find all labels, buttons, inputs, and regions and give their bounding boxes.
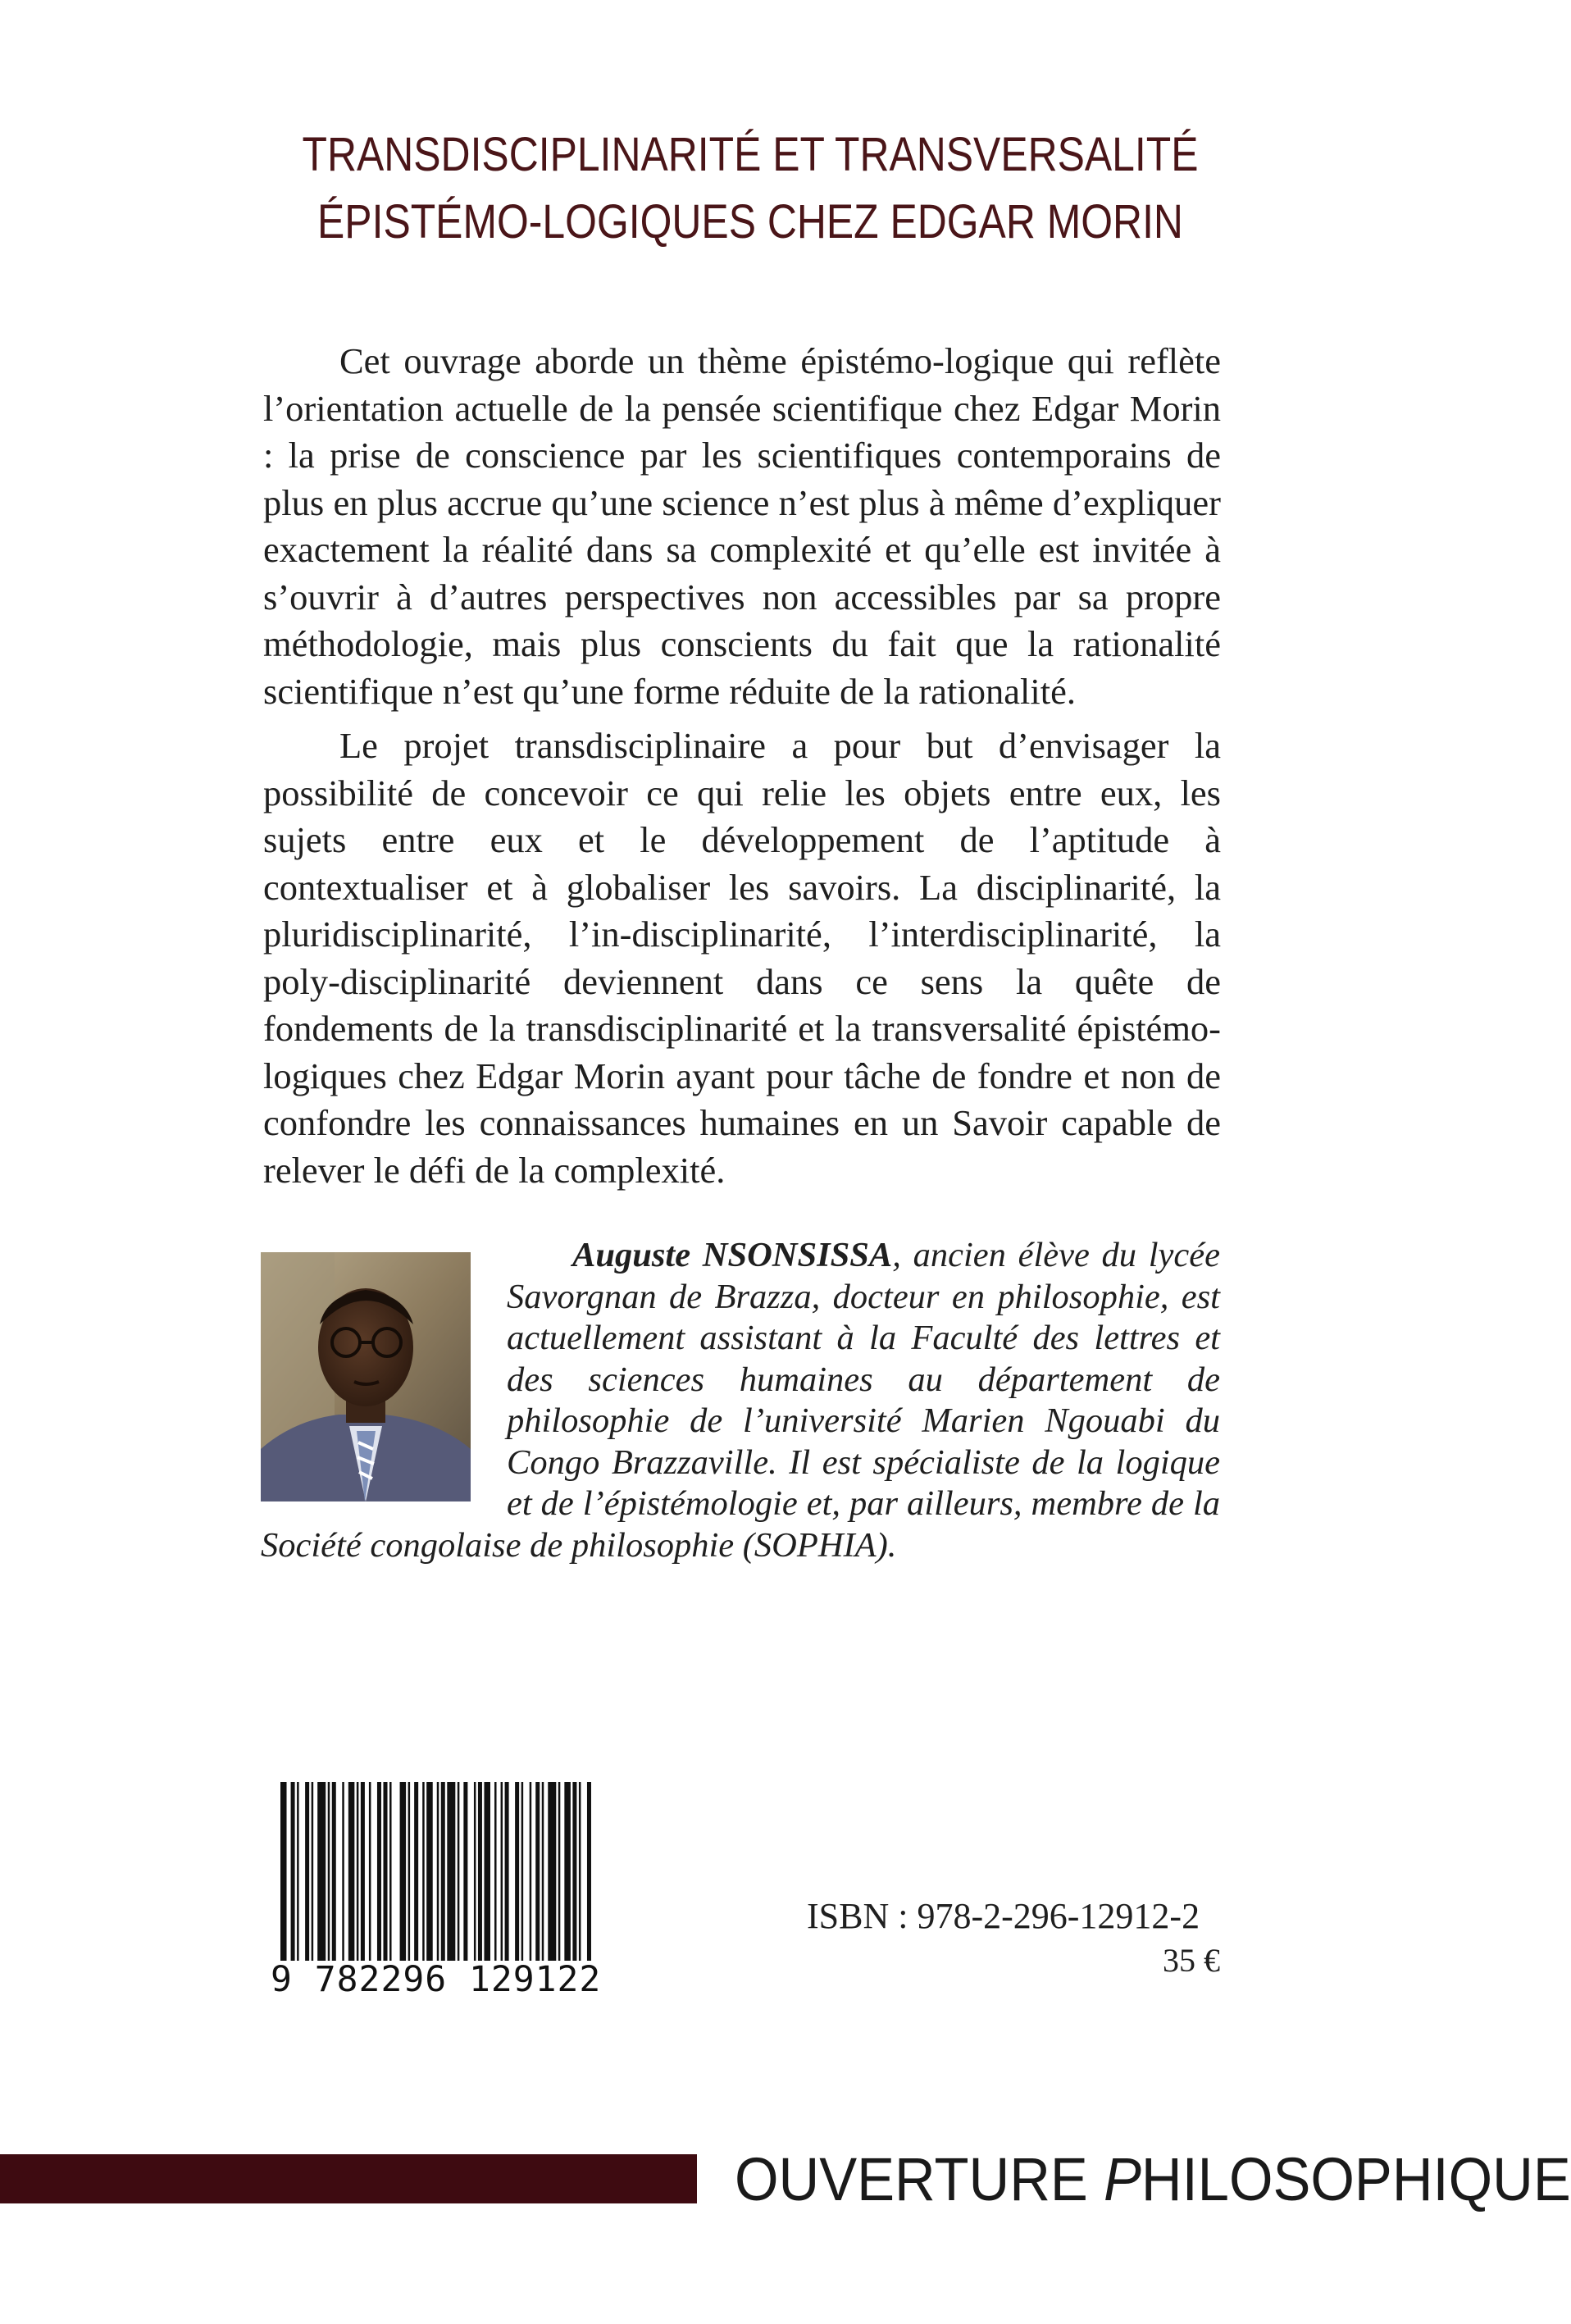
barcode — [271, 1782, 602, 2000]
author-bio — [261, 1235, 1220, 1566]
barcode-bar — [474, 1782, 476, 1961]
barcode-bar — [501, 1782, 503, 1961]
blurb-paragraph-1: Cet ouvrage aborde un thème épistémo-logique qui reflète l’orientation actuelle de la pensée scientifique chez Edgar Morin : la prise de conscience par les scientifiques contemporains de plus en plus accrue qu’une science n’est plus à même d’expliquer exactement la réalité dans sa complexité et qu’elle est invitée à s’ouvrir à d’autres perspectives non accessibles par sa propre méthodologie, mais plus conscients du fait que la rationalité scientifique n’est qu’une forme réduite de la rationalité. — [263, 340, 1221, 712]
barcode-bar — [494, 1782, 497, 1961]
book-title — [218, 121, 1283, 256]
series-suffix: HILOSOPHIQUE — [1141, 2145, 1571, 2213]
barcode-bar — [291, 1782, 295, 1961]
barcode-bar — [361, 1782, 365, 1961]
barcode-bars — [280, 1782, 595, 1961]
barcode-bar — [414, 1782, 418, 1961]
barcode-bar — [478, 1782, 482, 1961]
title-line-2: ÉPISTÉMO-LOGIQUES CHEZ EDGAR MORIN — [317, 195, 1183, 248]
photo-spacer — [261, 1235, 507, 1524]
barcode-bar — [357, 1782, 359, 1961]
barcode-bar — [441, 1782, 445, 1961]
barcode-bar — [505, 1782, 509, 1961]
barcode-bar — [312, 1782, 314, 1961]
barcode-bar — [587, 1782, 591, 1961]
barcode-bar — [463, 1782, 467, 1961]
barcode-bar — [458, 1782, 460, 1961]
barcode-bar — [348, 1782, 355, 1961]
barcode-bar — [558, 1782, 561, 1961]
barcode-bar — [422, 1782, 425, 1961]
barcode-bar — [530, 1782, 532, 1961]
barcode-bar — [383, 1782, 387, 1961]
price: 35 € — [1163, 1942, 1220, 1979]
barcode-bar — [572, 1782, 576, 1961]
barcode-bar — [332, 1782, 336, 1961]
barcode-bar — [408, 1782, 411, 1961]
series-italic-letter: P — [1103, 2145, 1141, 2213]
barcode-bar — [280, 1782, 287, 1961]
barcode-bar — [484, 1782, 490, 1961]
barcode-bar — [548, 1782, 556, 1961]
author-bio-text: , ancien élève du lycée Savorgnan de Brazza, docteur en philosophie, est actuellement assistant à la Faculté des lettres et des sciences humaines au département de philosophie de l’université Marien Ngouabi du Congo Brazzaville. Il est spécialiste de la logique et de l’épistémologie et, par ailleurs, membre de la Société congolaise de philosophie (SOPHIA). — [261, 1236, 1221, 1565]
series-band — [0, 2154, 697, 2203]
barcode-bar — [426, 1782, 433, 1961]
barcode-bar — [400, 1782, 407, 1961]
back-cover-blurb — [263, 338, 1221, 1201]
barcode-bar — [437, 1782, 439, 1961]
barcode-digits: 9 782296 129122 — [271, 1959, 602, 2000]
barcode-bar — [377, 1782, 381, 1961]
barcode-bar — [317, 1782, 326, 1961]
barcode-bar — [535, 1782, 540, 1961]
barcode-bar — [447, 1782, 455, 1961]
barcode-bar — [342, 1782, 344, 1961]
series-prefix: OUVERTURE — [735, 2145, 1104, 2213]
barcode-bar — [564, 1782, 571, 1961]
barcode-bar — [328, 1782, 330, 1961]
isbn: ISBN : 978-2-296-12912-2 — [807, 1896, 1200, 1936]
barcode-bar — [542, 1782, 544, 1961]
barcode-bar — [515, 1782, 519, 1961]
series-name — [735, 2140, 1571, 2219]
author-name: Auguste NSONSISSA — [572, 1236, 893, 1274]
barcode-bar — [579, 1782, 581, 1961]
barcode-bar — [297, 1782, 299, 1961]
blurb-paragraph-2: Le projet transdisciplinaire a pour but d’envisager la possibilité de concevoir ce qui relie les objets entre eux, les sujets entre eux et le développement de l’aptitude à contextualiser et à globaliser les savoirs. La disciplinarité, la pluridisciplinarité, l’in-disciplinarité, l’interdisciplinarité, la poly-disciplinarité deviennent dans ce sens la quête de fondements de la transdisciplinarité et la transversalité épistémo-logiques chez Edgar Morin ayant pour tâche de fondre et non de confondre les connaissances humaines en un Savoir capable de relever le défi de la complexité. — [263, 725, 1221, 1191]
barcode-bar — [305, 1782, 309, 1961]
barcode-bar — [369, 1782, 371, 1961]
title-line-1: TRANSDISCIPLINARITÉ ET TRANSVERSALITÉ — [302, 128, 1199, 181]
barcode-bar — [389, 1782, 392, 1961]
barcode-bar — [521, 1782, 524, 1961]
